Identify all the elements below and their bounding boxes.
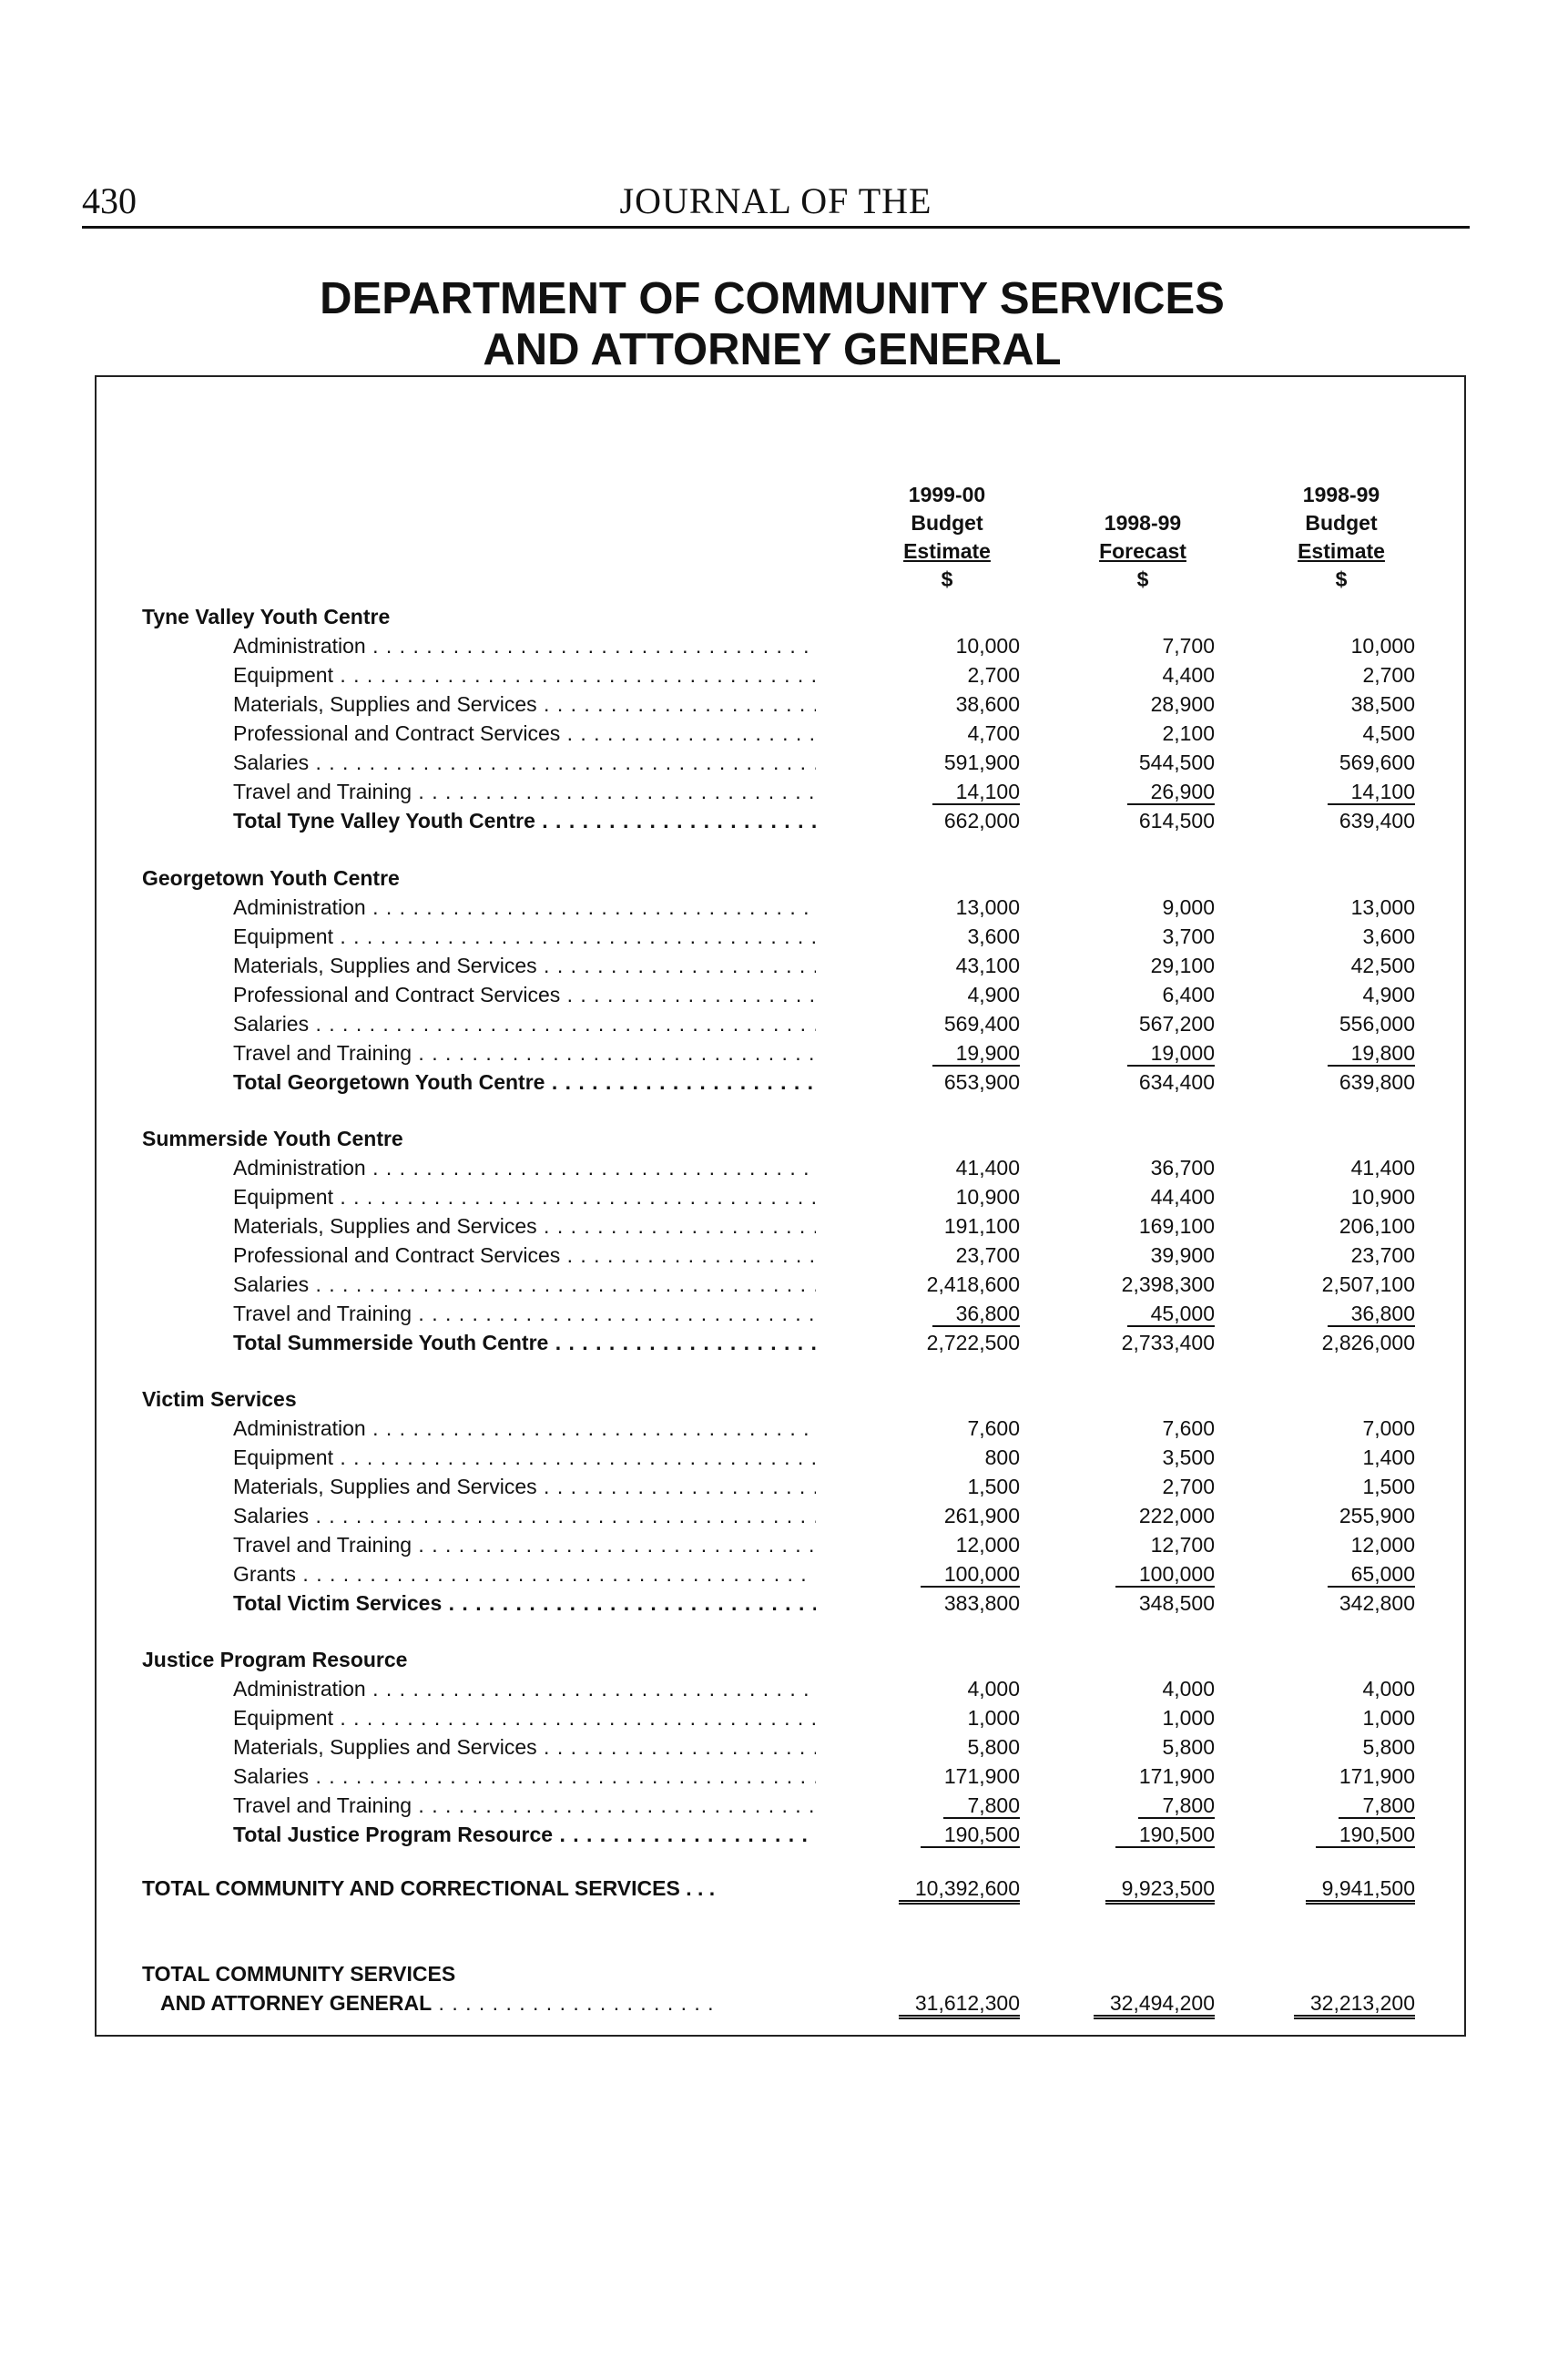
row-label: Total Georgetown Youth Centre . . . (233, 1067, 816, 1097)
table-row (0, 893, 1457, 922)
row-value: 38,500 (1350, 692, 1415, 716)
row-label: Materials, Supplies and Services . . . (233, 1472, 816, 1501)
row-value: 2,700 (1362, 663, 1415, 687)
table-row (0, 951, 1457, 980)
row-value: 23,700 (1350, 1243, 1415, 1267)
row-value: 1,000 (967, 1706, 1020, 1730)
department-title-line2: AND ATTORNEY GENERAL (483, 325, 1062, 374)
row-value: 10,900 (1350, 1185, 1415, 1209)
column-header-2 (1056, 481, 1229, 594)
table-row (0, 660, 1457, 689)
row-label: Professional and Contract Services . . . (233, 1241, 816, 1270)
row-value: 10,000 (955, 634, 1020, 658)
row-value: 800 (984, 1445, 1020, 1469)
row-value: 2,826,000 (1321, 1331, 1415, 1354)
row-value: 7,000 (1362, 1416, 1415, 1440)
row-label: Equipment . . . (233, 922, 816, 951)
page-header (82, 173, 1470, 229)
row-label: Administration . . . (233, 1153, 816, 1182)
row-value: 7,800 (943, 1793, 1020, 1819)
table-total-row (0, 806, 1457, 835)
table-row (0, 689, 1457, 719)
column-header-1 (860, 481, 1033, 594)
department-title-line1: DEPARTMENT OF COMMUNITY SERVICES (320, 274, 1225, 323)
row-value: 29,100 (1150, 954, 1215, 977)
journal-title: JOURNAL OF THE (619, 180, 932, 221)
row-value: 7,600 (1162, 1416, 1215, 1440)
row-value: 23,700 (955, 1243, 1020, 1267)
row-value: 1,400 (1362, 1445, 1415, 1469)
row-value: 591,900 (943, 751, 1020, 774)
row-value: 4,500 (1362, 721, 1415, 745)
row-value: 2,733,400 (1121, 1331, 1215, 1354)
row-value: 569,600 (1339, 751, 1415, 774)
row-value: 12,700 (1150, 1533, 1215, 1557)
table-row (0, 1674, 1457, 1703)
table-total-row (0, 1588, 1457, 1618)
row-label: Professional and Contract Services . . . (233, 980, 816, 1009)
column-header-kind: Budget (911, 511, 983, 535)
page-number: 430 (82, 180, 137, 221)
table-row (0, 777, 1457, 806)
row-value: 614,500 (1138, 809, 1215, 832)
total-community-value: 10,392,600 (899, 1876, 1020, 1905)
row-label: Materials, Supplies and Services . . . (233, 951, 816, 980)
row-value: 7,800 (1138, 1793, 1215, 1819)
row-label: Professional and Contract Services . . . (233, 719, 816, 748)
row-value: 3,600 (1362, 924, 1415, 948)
column-header-kind: 1998-99 (1104, 511, 1182, 535)
section-heading: Tyne Valley Youth Centre (142, 605, 391, 628)
section-heading: Victim Services (142, 1387, 297, 1411)
row-label: Administration . . . (233, 1414, 816, 1443)
row-label: Equipment . . . (233, 1182, 816, 1211)
row-value: 3,700 (1162, 924, 1215, 948)
table-row (0, 1299, 1457, 1328)
row-value: 38,600 (955, 692, 1020, 716)
row-value: 255,900 (1339, 1504, 1415, 1527)
row-value: 100,000 (1115, 1562, 1215, 1588)
row-value: 2,700 (1162, 1475, 1215, 1498)
table-total-row (0, 1820, 1457, 1849)
column-header-3 (1255, 481, 1428, 594)
table-row (0, 1703, 1457, 1732)
row-value: 569,400 (943, 1012, 1020, 1036)
row-value: 9,000 (1162, 895, 1215, 919)
row-value: 206,100 (1339, 1214, 1415, 1238)
row-value: 191,100 (943, 1214, 1020, 1238)
table-row (0, 1414, 1457, 1443)
row-value: 41,400 (955, 1156, 1020, 1180)
section-heading: Justice Program Resource (142, 1648, 408, 1671)
row-label: Administration . . . (233, 893, 816, 922)
total-department-label-line1: TOTAL COMMUNITY SERVICES (142, 1962, 456, 1986)
row-value: 171,900 (1339, 1764, 1415, 1788)
row-value: 12,000 (955, 1533, 1020, 1557)
section-heading: Georgetown Youth Centre (142, 866, 400, 890)
table-row (0, 1762, 1457, 1791)
column-header-label: Estimate (1298, 539, 1385, 563)
column-header-label: Forecast (1099, 539, 1186, 563)
table-row (0, 1153, 1457, 1182)
table-row (0, 1530, 1457, 1559)
row-value: 2,100 (1162, 721, 1215, 745)
row-value: 639,400 (1339, 809, 1415, 832)
row-value: 4,000 (1362, 1677, 1415, 1701)
row-label: Equipment . . . (233, 1443, 816, 1472)
column-header-year: 1998-99 (1302, 483, 1380, 506)
row-value: 36,800 (932, 1302, 1020, 1327)
row-label: Equipment . . . (233, 1703, 816, 1732)
row-label: Materials, Supplies and Services . . . (233, 689, 816, 719)
row-value: 342,800 (1339, 1591, 1415, 1615)
row-value: 5,800 (967, 1735, 1020, 1759)
table-row (0, 1270, 1457, 1299)
column-header-unit: $ (1136, 567, 1149, 591)
row-label: Administration . . . (233, 631, 816, 660)
total-department-value: 32,213,200 (1294, 1991, 1415, 2019)
row-value: 100,000 (921, 1562, 1020, 1588)
row-label: Travel and Training . . . (233, 777, 816, 806)
table-row (0, 1791, 1457, 1820)
row-label: Travel and Training . . . (233, 1791, 816, 1820)
column-header-unit: $ (941, 567, 953, 591)
row-value: 634,400 (1138, 1070, 1215, 1094)
row-label: Salaries . . . (233, 1762, 816, 1791)
row-value: 19,800 (1328, 1041, 1415, 1067)
row-value: 544,500 (1138, 751, 1215, 774)
table-row (0, 1559, 1457, 1588)
column-header-unit: $ (1335, 567, 1348, 591)
row-label: Administration . . . (233, 1674, 816, 1703)
row-value: 653,900 (943, 1070, 1020, 1094)
row-value: 556,000 (1339, 1012, 1415, 1036)
row-value: 13,000 (955, 895, 1020, 919)
row-value: 45,000 (1127, 1302, 1215, 1327)
table-row (0, 980, 1457, 1009)
row-label: Total Victim Services . . . (233, 1588, 816, 1618)
row-value: 13,000 (1350, 895, 1415, 919)
row-value: 348,500 (1138, 1591, 1215, 1615)
table-total-row (0, 1067, 1457, 1097)
total-community-label: TOTAL COMMUNITY AND CORRECTIONAL SERVICES . . . (142, 1876, 716, 1900)
row-label: Salaries . . . (233, 1009, 816, 1038)
table-row (0, 1009, 1457, 1038)
row-value: 190,500 (921, 1823, 1020, 1848)
column-header-label: Estimate (903, 539, 991, 563)
row-value: 190,500 (1115, 1823, 1215, 1848)
row-value: 567,200 (1138, 1012, 1215, 1036)
row-value: 36,800 (1328, 1302, 1415, 1327)
row-value: 65,000 (1328, 1562, 1415, 1588)
row-value: 5,800 (1162, 1735, 1215, 1759)
table-row (0, 1472, 1457, 1501)
row-value: 4,900 (1362, 983, 1415, 1006)
row-value: 4,000 (1162, 1677, 1215, 1701)
row-value: 261,900 (943, 1504, 1020, 1527)
row-value: 10,000 (1350, 634, 1415, 658)
row-value: 7,800 (1339, 1793, 1415, 1819)
row-label: Travel and Training . . . (233, 1530, 816, 1559)
row-value: 639,800 (1339, 1070, 1415, 1094)
row-value: 3,500 (1162, 1445, 1215, 1469)
row-value: 662,000 (943, 809, 1020, 832)
row-value: 190,500 (1316, 1823, 1415, 1848)
row-value: 10,900 (955, 1185, 1020, 1209)
table-row (0, 1038, 1457, 1067)
row-value: 14,100 (1328, 780, 1415, 805)
row-value: 36,700 (1150, 1156, 1215, 1180)
table-row (0, 748, 1457, 777)
row-value: 7,600 (967, 1416, 1020, 1440)
row-value: 2,700 (967, 663, 1020, 687)
row-label: Salaries . . . (233, 748, 816, 777)
table-row (0, 1211, 1457, 1241)
row-value: 4,900 (967, 983, 1020, 1006)
row-label: Total Summerside Youth Centre . . . (233, 1328, 816, 1357)
row-label: Grants . . . (233, 1559, 816, 1588)
row-value: 3,600 (967, 924, 1020, 948)
row-value: 19,000 (1127, 1041, 1215, 1067)
column-header-kind: Budget (1305, 511, 1378, 535)
row-value: 7,700 (1162, 634, 1215, 658)
column-header-year (1056, 481, 1229, 509)
row-label: Salaries . . . (233, 1270, 816, 1299)
table-row (0, 922, 1457, 951)
row-value: 2,507,100 (1321, 1272, 1415, 1296)
table-row (0, 631, 1457, 660)
row-value: 1,500 (967, 1475, 1020, 1498)
row-value: 43,100 (955, 954, 1020, 977)
column-header-year: 1999-00 (908, 483, 986, 506)
row-label: Equipment . . . (233, 660, 816, 689)
table-row (0, 1241, 1457, 1270)
row-label: Travel and Training . . . (233, 1038, 816, 1067)
table-row (0, 1732, 1457, 1762)
table-row (0, 719, 1457, 748)
table-row (0, 1501, 1457, 1530)
row-value: 14,100 (932, 780, 1020, 805)
total-department-value: 31,612,300 (899, 1991, 1020, 2019)
row-label: Salaries . . . (233, 1501, 816, 1530)
total-community-value: 9,923,500 (1105, 1876, 1215, 1905)
row-value: 1,500 (1362, 1475, 1415, 1498)
table-row (0, 1182, 1457, 1211)
row-value: 4,000 (967, 1677, 1020, 1701)
row-label: Materials, Supplies and Services . . . (233, 1211, 816, 1241)
row-value: 19,900 (932, 1041, 1020, 1067)
row-value: 169,100 (1138, 1214, 1215, 1238)
row-label: Total Tyne Valley Youth Centre . . . (233, 806, 816, 835)
row-value: 42,500 (1350, 954, 1415, 977)
row-value: 171,900 (1138, 1764, 1215, 1788)
row-value: 39,900 (1150, 1243, 1215, 1267)
table-row (0, 1443, 1457, 1472)
row-value: 2,722,500 (926, 1331, 1020, 1354)
row-value: 4,400 (1162, 663, 1215, 687)
total-department-label-line2: AND ATTORNEY GENERAL . . . (160, 1988, 816, 2017)
row-value: 41,400 (1350, 1156, 1415, 1180)
row-label: Materials, Supplies and Services . . . (233, 1732, 816, 1762)
row-value: 12,000 (1350, 1533, 1415, 1557)
row-value: 5,800 (1362, 1735, 1415, 1759)
row-value: 4,700 (967, 721, 1020, 745)
row-value: 222,000 (1138, 1504, 1215, 1527)
row-value: 26,900 (1127, 780, 1215, 805)
row-label: Total Justice Program Resource . . . (233, 1820, 816, 1849)
row-value: 1,000 (1162, 1706, 1215, 1730)
section-heading: Summerside Youth Centre (142, 1127, 403, 1150)
row-value: 44,400 (1150, 1185, 1215, 1209)
table-total-row (0, 1328, 1457, 1357)
total-department-value: 32,494,200 (1094, 1991, 1215, 2019)
total-community-value: 9,941,500 (1306, 1876, 1415, 1905)
row-value: 171,900 (943, 1764, 1020, 1788)
row-label: Travel and Training . . . (233, 1299, 816, 1328)
department-title (97, 273, 1448, 375)
row-value: 1,000 (1362, 1706, 1415, 1730)
row-value: 6,400 (1162, 983, 1215, 1006)
row-value: 28,900 (1150, 692, 1215, 716)
row-value: 383,800 (943, 1591, 1020, 1615)
row-value: 2,418,600 (926, 1272, 1020, 1296)
row-value: 2,398,300 (1121, 1272, 1215, 1296)
